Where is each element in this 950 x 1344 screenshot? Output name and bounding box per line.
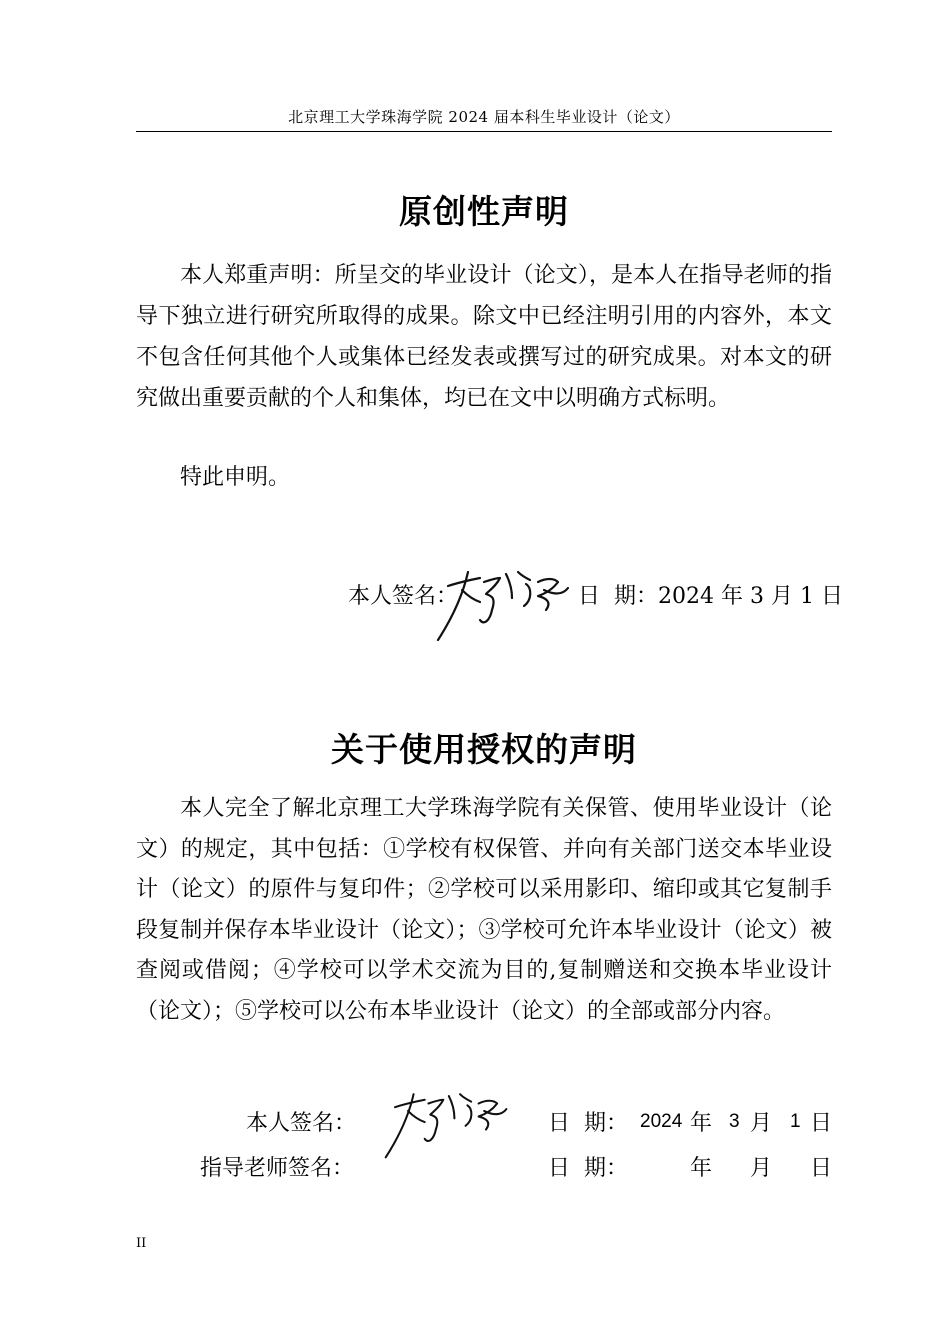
originality-closing: 特此申明。	[180, 465, 291, 490]
author-date-day-unit: 日	[810, 1111, 833, 1136]
supervisor-date-year-unit: 年	[690, 1156, 713, 1181]
originality-date	[578, 579, 843, 610]
author-date-year	[640, 1108, 682, 1133]
authorization-paragraph: 本人完全了解北京理工大学珠海学院有关保管、使用毕业设计（论文）的规定，其中包括：①学校有权保管、并向有关部门送交本毕业设计（论文）的原件与复印件；②学校可以采用影印、缩印或其它复制手段复制并保存本毕业设计（论文）；③学校可允许本毕业设计（论文）被查阅或借阅；④学校可以学术交流为目的,复制赠送和交换本毕业设计（论文）；⑤学校可以公布本毕业设计（论文）的全部或部分内容。	[136, 796, 832, 1024]
originality-closing-block	[136, 457, 832, 498]
author-date-day	[790, 1108, 801, 1133]
originality-signature-label: 本人签名：	[348, 584, 459, 609]
author-date	[548, 1106, 628, 1137]
authorization-body	[136, 789, 832, 1032]
author-date-year-value: 2024	[640, 1111, 683, 1132]
header-rule	[136, 131, 832, 132]
author-date-day-value: 1	[790, 1111, 801, 1132]
running-header: 北京理工大学珠海学院 2024 届本科生毕业设计（论文）	[288, 108, 680, 126]
supervisor-signature-label: 指导老师签名：	[200, 1156, 355, 1181]
page-number: II	[136, 1236, 147, 1251]
originality-body	[136, 255, 832, 419]
originality-paragraph: 本人郑重声明：所呈交的毕业设计（论文），是本人在指导老师的指导下独立进行研究所取得的成果。除文中已经注明引用的内容外，本文不包含任何其他个人或集体已经发表或撰写过的研究成果。对本文的研究做出重要贡献的个人和集体，均已在文中以明确方式标明。	[136, 263, 832, 411]
originality-title: 原创性声明	[399, 192, 569, 231]
author-date-month-value: 3	[729, 1111, 740, 1132]
author-signature-label: 本人签名：	[246, 1111, 357, 1136]
originality-date-value: 2024 年 3 月 1 日	[658, 584, 843, 609]
author-date-month-unit: 月	[750, 1111, 773, 1136]
supervisor-date-month-unit: 月	[750, 1156, 773, 1181]
author-date-year-unit: 年	[690, 1111, 713, 1136]
supervisor-date-day-unit: 日	[810, 1156, 833, 1181]
author-date-month	[729, 1108, 740, 1133]
authorization-title: 关于使用授权的声明	[331, 730, 637, 769]
author-handwritten-signature	[382, 1080, 512, 1166]
supervisor-date	[548, 1151, 628, 1182]
originality-date-label: 日 期：	[578, 584, 658, 609]
originality-handwritten-signature	[434, 560, 574, 646]
author-date-label: 日 期：	[548, 1111, 628, 1136]
supervisor-date-label: 日 期：	[548, 1156, 628, 1181]
